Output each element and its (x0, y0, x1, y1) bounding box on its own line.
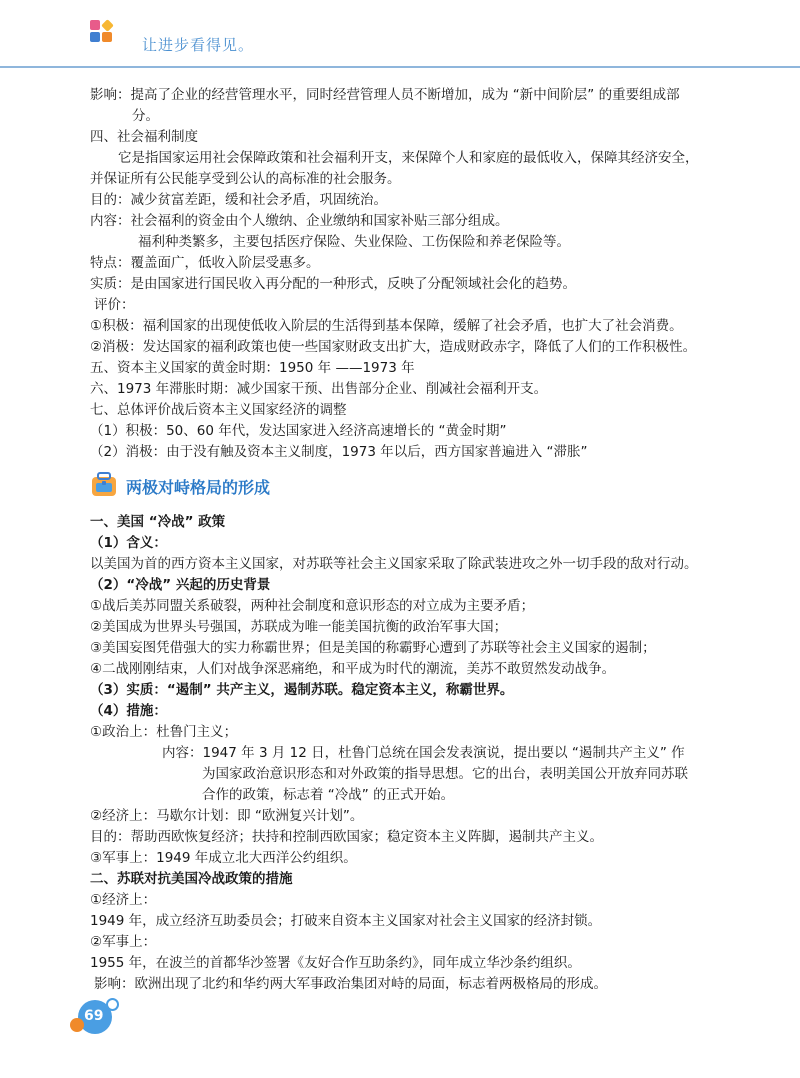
section-header (90, 470, 390, 500)
heading-line: （1）含义： (90, 535, 167, 551)
text-line: 它是指国家运用社会保障政策和社会福利开支，来保障个人和家庭的最低收入，保障其经济安全， (118, 150, 699, 166)
text-line: 影响：欧洲出现了北约和华约两大军事政治集团对峙的局面，标志着两极格局的形成。 (94, 976, 607, 992)
text-line: 1955 年，在波兰的首都华沙签署《友好合作互助条约》，同年成立华沙条约组织。 (90, 955, 581, 971)
text-line: 目的：减少贫富差距，缓和社会矛盾，巩固统治。 (90, 192, 387, 208)
text-line: 六、1973 年滞胀时期：减少国家干预、出售部分企业、削减社会福利开支。 (90, 381, 548, 397)
page-number: 69 (84, 1008, 104, 1024)
section-title: 两极对峙格局的形成 (126, 478, 271, 497)
text-line: 1949 年，成立经济互助委员会；打破来自资本主义国家对社会主义国家的经济封锁。 (90, 913, 602, 929)
text-line: ②美国成为世界头号强国，苏联成为唯一能美国抗衡的政治军事大国； (90, 619, 508, 635)
header-slogan: 让进步看得见。 (142, 36, 255, 54)
text-line: ②军事上： (90, 934, 157, 950)
text-line: ②经济上：马歇尔计划：即 “欧洲复兴计划”。 (90, 808, 364, 824)
text-line: ②消极：发达国家的福利政策也使一些国家财政支出扩大，造成财政赤字，降低了人们的工作积极性。 (90, 339, 697, 355)
text-line: ①积极：福利国家的出现使低收入阶层的生活得到基本保障，缓解了社会矛盾，也扩大了社会消费。 (90, 318, 683, 334)
text-line: 为国家政治意识形态和对外政策的指导思想。它的出台，表明美国公开放弃同苏联 (202, 766, 688, 782)
text-line: 福利种类繁多，主要包括医疗保险、失业保险、工伤保险和养老保险等。 (138, 234, 570, 250)
decor-ring-icon (106, 998, 119, 1011)
text-line: ①战后美苏同盟关系破裂，两种社会制度和意识形态的对立成为主要矛盾； (90, 598, 535, 614)
text-line: （1）积极：50、60 年代，发达国家进入经济高速增长的 “黄金时期” (90, 423, 507, 439)
text-line: 分。 (132, 108, 159, 124)
text-line: 评价： (94, 297, 135, 313)
text-line: 以美国为首的西方资本主义国家，对苏联等社会主义国家采取了除武装进攻之外一切手段的敌对行动。 (90, 556, 698, 572)
text-line: 影响：提高了企业的经营管理水平，同时经营管理人员不断增加，成为 “新中间阶层” 的重要组成部 (90, 87, 680, 103)
page-header (0, 0, 800, 68)
brand-logo-icon (90, 20, 124, 52)
text-line: 内容：1947 年 3 月 12 日，杜鲁门总统在国会发表演说，提出要以 “遏制共产主义” 作 (162, 745, 685, 761)
decor-dot-icon (70, 1018, 84, 1032)
heading-line: （2）“冷战” 兴起的历史背景 (90, 577, 271, 593)
text-line: 五、资本主义国家的黄金时期：1950 年 ——1973 年 (90, 360, 415, 376)
page-number-badge (70, 996, 110, 1036)
heading-line: （3）实质：“遏制” 共产主义，遏制苏联。稳定资本主义，称霸世界。 (90, 682, 514, 698)
text-line: 实质：是由国家进行国民收入再分配的一种形式，反映了分配领域社会化的趋势。 (90, 276, 576, 292)
text-line: 并保证所有公民能享受到公认的高标准的社会服务。 (90, 171, 401, 187)
text-line: 合作的政策，标志着 “冷战” 的正式开始。 (202, 787, 455, 803)
text-line: 目的：帮助西欧恢复经济；扶持和控制西欧国家；稳定资本主义阵脚，遏制共产主义。 (90, 829, 603, 845)
text-line: 特点：覆盖面广，低收入阶层受惠多。 (90, 255, 320, 271)
heading-line: 二、苏联对抗美国冷战政策的措施 (90, 871, 293, 887)
text-line: 四、社会福利制度 (90, 129, 198, 145)
text-line: ①政治上：杜鲁门主义； (90, 724, 238, 740)
text-line: ④二战刚刚结束，人们对战争深恶痛绝，和平成为时代的潮流，美苏不敢贸然发动战争。 (90, 661, 616, 677)
text-line: 内容：社会福利的资金由个人缴纳、企业缴纳和国家补贴三部分组成。 (90, 213, 509, 229)
text-line: ①经济上： (90, 892, 157, 908)
text-line: 七、总体评价战后资本主义国家经济的调整 (90, 402, 347, 418)
text-line: ③美国妄图凭借强大的实力称霸世界；但是美国的称霸野心遭到了苏联等社会主义国家的遏制； (90, 640, 656, 656)
text-line: ③军事上：1949 年成立北大西洋公约组织。 (90, 850, 357, 866)
header-divider (0, 66, 800, 68)
backpack-icon (90, 472, 118, 498)
heading-line: （4）措施： (90, 703, 167, 719)
text-line: （2）消极：由于没有触及资本主义制度，1973 年以后，西方国家普遍进入 “滞胀” (90, 444, 588, 460)
heading-line: 一、美国 “冷战” 政策 (90, 514, 226, 530)
